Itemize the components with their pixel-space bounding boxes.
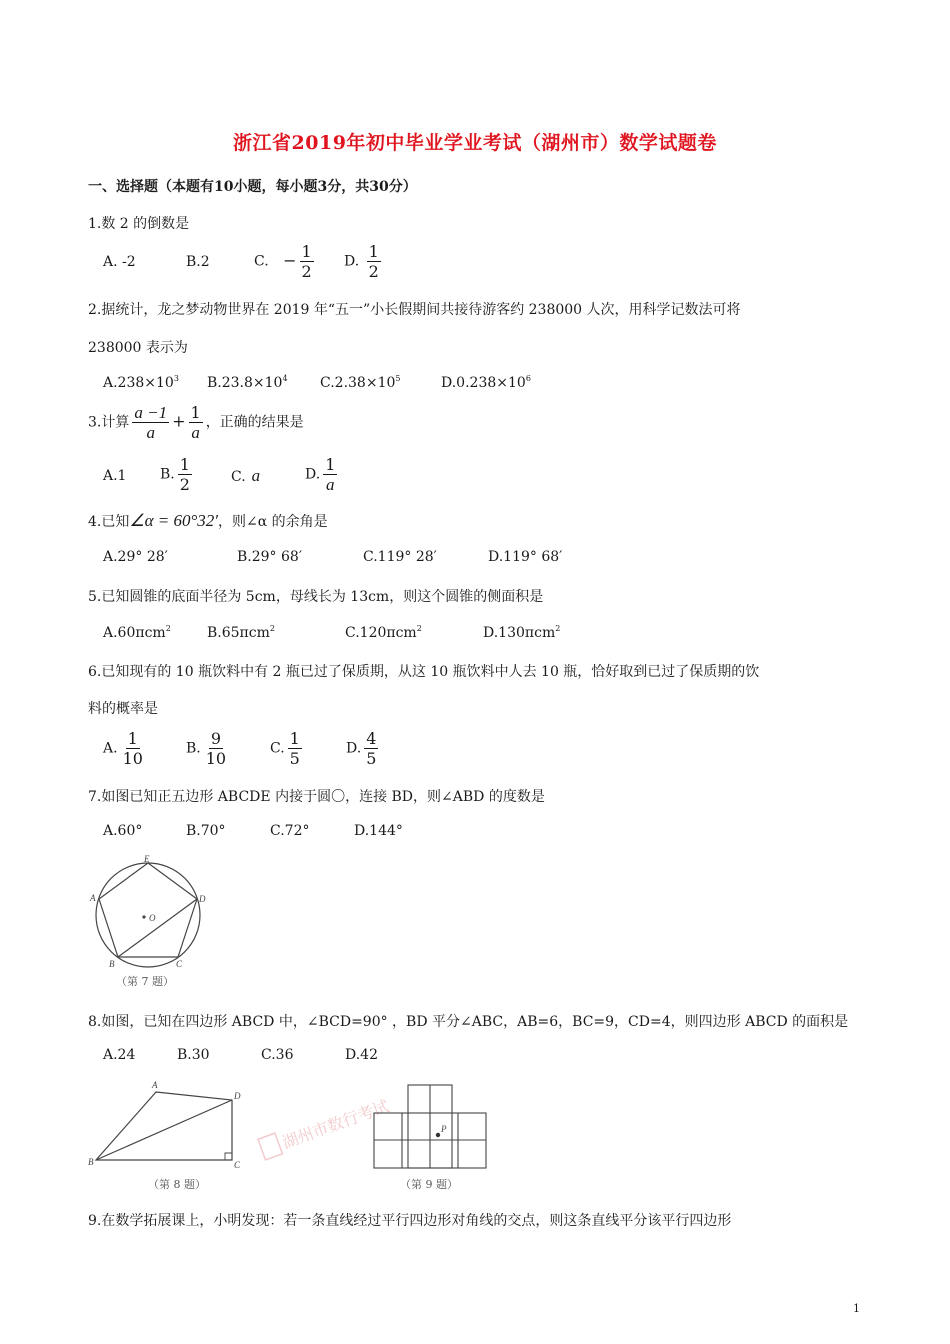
label-b: B — [109, 959, 115, 969]
q8-option-c: C.36 — [261, 1047, 294, 1063]
figure-8-caption: （第 8 题） — [148, 1178, 206, 1191]
label-a: A — [152, 1080, 158, 1090]
fraction — [288, 729, 302, 768]
question-3-stem — [88, 403, 304, 442]
q8-option-b: B.30 — [177, 1047, 210, 1063]
q7-option-c: C.72° — [270, 823, 310, 839]
page-title: 浙江省2019年初中毕业学业考试（湖州市）数学试题卷 — [233, 132, 717, 154]
q3-option-d — [305, 455, 340, 494]
q6-option-a-label: A. — [103, 740, 118, 757]
q7-option-a: A.60° — [103, 823, 143, 839]
exponent: 3 — [173, 374, 179, 383]
q1-option-a: A. -2 — [103, 254, 136, 270]
q2-option-d-text: D.0.238×10 — [441, 375, 526, 391]
figure-9-caption: （第 9 题） — [400, 1178, 458, 1191]
variable-a: a — [251, 466, 261, 485]
fraction — [300, 242, 314, 281]
question-9-stem: 9.在数学拓展课上，小明发现：若一条直线经过平行四边形对角线的交点，则这条直线平分该平行四边形 — [88, 1213, 732, 1229]
fraction — [121, 729, 145, 768]
denominator: a — [191, 423, 200, 442]
q1-option-d-label: D. — [344, 253, 360, 270]
q4-stem-prefix: 4.已知 — [88, 514, 130, 530]
watermark-seal-box — [258, 1133, 282, 1160]
q2-option-b — [207, 374, 288, 391]
q8-option-d: D.42 — [345, 1047, 378, 1063]
plus-sign: + — [172, 411, 186, 431]
numerator: 1 — [190, 403, 201, 422]
exponent: 6 — [525, 374, 531, 383]
denominator: 5 — [366, 749, 377, 768]
q4-option-c: C.119° 28′ — [363, 549, 437, 565]
exponent: 5 — [395, 374, 401, 383]
q6-option-c-label: C. — [270, 740, 285, 757]
fraction — [364, 729, 378, 768]
q2-option-c-text: C.2.38×10 — [320, 375, 396, 391]
segment-bd — [118, 899, 197, 957]
q5-option-d — [483, 624, 560, 641]
denominator: 5 — [289, 749, 300, 768]
segment-bd — [96, 1100, 232, 1160]
q5-option-a-text: A.60πcm — [103, 625, 166, 641]
q5-option-c-text: C.120πcm — [345, 625, 417, 641]
fraction — [132, 403, 169, 442]
q4-stem-suffix: ，则∠α 的余角是 — [218, 514, 328, 530]
numerator: a −1 — [134, 403, 168, 422]
fraction — [323, 455, 337, 494]
q3-stem-suffix: ，正确的结果是 — [205, 414, 304, 431]
q4-option-b: B.29° 68′ — [237, 549, 302, 565]
numerator: 4 — [366, 729, 377, 748]
numerator: 1 — [127, 729, 138, 748]
q4-option-a: A.29° 28′ — [103, 549, 168, 565]
q1-option-b: B.2 — [186, 254, 210, 270]
question-1-stem: 1.数 2 的倒数是 — [88, 216, 190, 232]
label-p: P — [441, 1124, 447, 1134]
figure-7-caption: （第 7 题） — [116, 975, 174, 988]
denominator: 2 — [179, 475, 190, 494]
fraction — [204, 729, 228, 768]
figure-8-quadrilateral — [86, 1078, 256, 1193]
q5-option-b-text: B.65πcm — [207, 625, 270, 641]
q3-option-d-label: D. — [305, 466, 321, 483]
q1-option-c — [254, 242, 317, 281]
center-point — [142, 915, 145, 918]
question-8-stem: 8.如图，已知在四边形 ABCD 中，∠BCD=90° ，BD 平分∠ABC，AB=6，BC=9，CD=4，则四边形 ABCD 的面积是 — [88, 1014, 849, 1030]
minus-sign: − — [283, 250, 297, 270]
question-2-stem-line1: 2.据统计，龙之梦动物世界在 2019 年“五一”小长假期间共接待游客约 238000 人次，用科学记数法可将 — [88, 302, 741, 318]
fraction — [367, 242, 381, 281]
numerator: 1 — [301, 242, 312, 261]
label-d: D — [234, 1091, 241, 1101]
question-6-stem-line2: 料的概率是 — [88, 701, 158, 717]
q6-option-b-label: B. — [186, 740, 201, 757]
exponent: 2 — [269, 624, 275, 633]
label-d: D — [199, 894, 206, 904]
watermark-text: 湖州市数行考试 — [279, 1096, 392, 1153]
numerator: 1 — [289, 729, 300, 748]
numerator: 1 — [325, 455, 336, 474]
q1-option-c-label: C. — [254, 253, 269, 270]
label-o: O — [149, 913, 156, 923]
section-heading: 一、选择题（本题有10小题，每小题3分，共30分） — [88, 179, 417, 195]
q3-stem-prefix: 3.计算 — [88, 414, 130, 431]
q1-option-d — [344, 242, 384, 281]
exponent: 4 — [282, 374, 288, 383]
label-e: E — [144, 855, 150, 864]
label-c: C — [176, 959, 183, 969]
denominator: a — [146, 423, 155, 442]
numerator: 1 — [179, 455, 190, 474]
q2-option-c — [320, 374, 400, 391]
quadrilateral-abcd — [96, 1092, 232, 1160]
q6-option-d-label: D. — [346, 740, 362, 757]
page-number: 1 — [853, 1302, 860, 1315]
q2-option-a-text: A.238×10 — [103, 375, 174, 391]
q3-option-c-label: C. — [231, 469, 246, 485]
fraction — [189, 403, 203, 442]
label-a: A — [90, 893, 96, 903]
question-2-stem-line2: 238000 表示为 — [88, 340, 188, 356]
q6-option-b — [186, 729, 231, 768]
q5-option-d-text: D.130πcm — [483, 625, 556, 641]
point-p — [436, 1133, 440, 1137]
question-7-stem: 7.如图已知正五边形 ABCDE 内接于圆〇，连接 BD，则∠ABD 的度数是 — [88, 789, 545, 805]
q2-option-b-text: B.23.8×10 — [207, 375, 283, 391]
figure-9-grid — [368, 1080, 488, 1192]
q5-option-b — [207, 624, 275, 641]
q5-option-c — [345, 624, 422, 641]
q7-option-b: B.70° — [186, 823, 226, 839]
denominator: 10 — [205, 749, 227, 768]
q3-option-b — [160, 455, 195, 494]
angle-expression: ∠α = 60°32′ — [129, 511, 219, 530]
q5-option-a — [103, 624, 171, 641]
numerator: 9 — [210, 729, 222, 748]
figure-7-pentagon — [86, 855, 216, 990]
fraction — [178, 455, 192, 494]
q6-option-d — [346, 729, 381, 768]
q3-option-c — [231, 466, 260, 486]
q6-option-c — [270, 729, 305, 768]
q2-option-a — [103, 374, 179, 391]
question-4-stem — [88, 511, 328, 531]
q8-option-a: A.24 — [103, 1047, 136, 1063]
denominator: a — [326, 475, 335, 494]
circumscribed-circle — [96, 863, 200, 967]
q7-option-d: D.144° — [354, 823, 403, 839]
label-c: C — [234, 1160, 241, 1170]
question-6-stem-line1: 6.已知现有的 10 瓶饮料中有 2 瓶已过了保质期，从这 10 瓶饮料中人去 10 瓶，恰好取到已过了保质期的饮 — [88, 664, 760, 680]
exponent: 2 — [416, 624, 422, 633]
right-angle-mark — [225, 1153, 232, 1160]
exponent: 2 — [165, 624, 171, 633]
numerator: 1 — [368, 242, 379, 261]
q6-option-a — [103, 729, 148, 768]
q4-option-d: D.119° 68′ — [488, 549, 563, 565]
exponent: 2 — [555, 624, 561, 633]
denominator: 2 — [301, 262, 312, 281]
q3-option-a: A.1 — [103, 468, 127, 484]
q2-option-d — [441, 374, 531, 391]
denominator: 2 — [368, 262, 379, 281]
denominator: 10 — [122, 749, 143, 768]
question-5-stem: 5.已知圆锥的底面半径为 5cm，母线长为 13cm，则这个圆锥的侧面积是 — [88, 589, 544, 605]
q3-option-b-label: B. — [160, 466, 175, 483]
label-b: B — [88, 1157, 94, 1167]
